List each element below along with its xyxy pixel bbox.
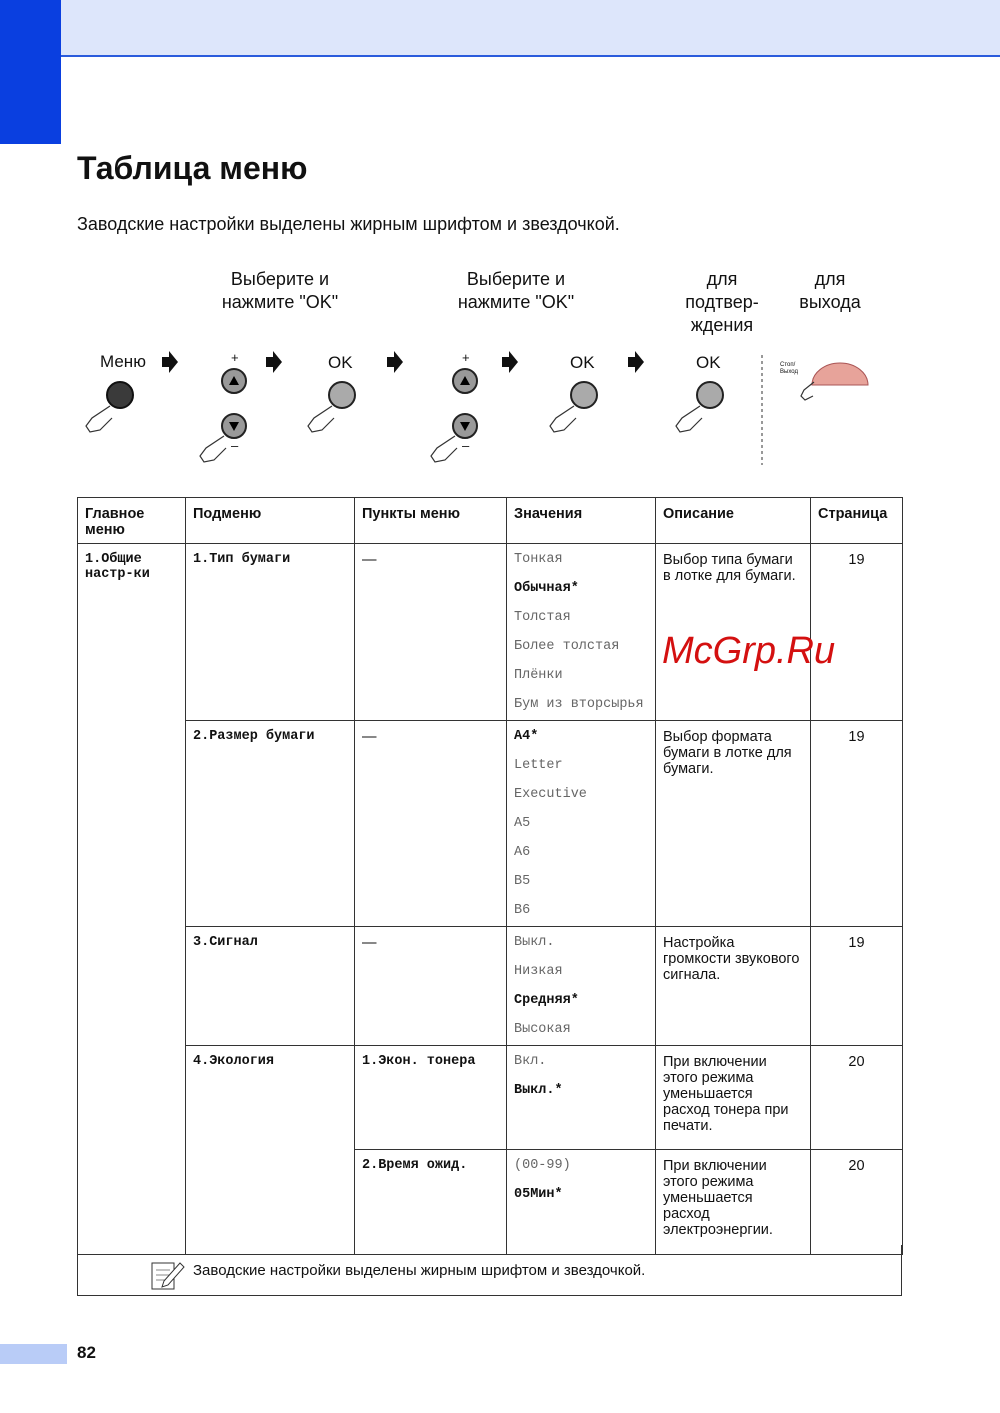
plus-label: + bbox=[231, 350, 239, 365]
item-cell: — bbox=[355, 927, 507, 1046]
description-cell: Выбор типа бумаги в лотке для бумаги. bbox=[656, 544, 811, 721]
item-cell: — bbox=[355, 721, 507, 927]
value: Тонкая bbox=[514, 552, 563, 567]
submenu-cell: 4.Экология bbox=[186, 1046, 355, 1255]
col-header: Подменю bbox=[186, 498, 355, 544]
item-cell: — bbox=[355, 544, 507, 721]
page-cell: 19 bbox=[811, 927, 903, 1046]
step-label-select-1: Выберите и нажмите "OK" bbox=[221, 269, 339, 312]
value: A5 bbox=[514, 816, 531, 831]
value: Вкл. bbox=[514, 1054, 547, 1069]
col-header: Пункты меню bbox=[355, 498, 507, 544]
menu-table bbox=[77, 497, 903, 1255]
header-band bbox=[0, 0, 1000, 57]
watermark: McGrp.Ru bbox=[662, 630, 836, 672]
menu-label: Меню bbox=[100, 352, 146, 371]
minus-label: – bbox=[462, 438, 470, 453]
value: Выкл. bbox=[514, 935, 555, 950]
submenu-cell: 2.Размер бумаги bbox=[186, 721, 355, 927]
table-row bbox=[78, 721, 903, 927]
table-row bbox=[78, 927, 903, 1046]
item-cell: 1.Экон. тонера bbox=[355, 1046, 507, 1150]
description-cell: При включении этого режима уменьшается расход тонера при печати. bbox=[656, 1046, 811, 1150]
menu-button-icon bbox=[107, 382, 133, 408]
note-text: Заводские настройки выделены жирным шрифтом и звездочкой. bbox=[193, 1262, 646, 1279]
col-header: Значения bbox=[507, 498, 656, 544]
value: Более толстая bbox=[514, 639, 620, 654]
buttons-svg bbox=[0, 340, 1000, 470]
step-label-select-2: Выберите и нажмите "OK" bbox=[457, 269, 575, 312]
table-row bbox=[78, 1046, 903, 1150]
col-header: Описание bbox=[656, 498, 811, 544]
page-cell: 20 bbox=[811, 1046, 903, 1150]
value: Плёнки bbox=[514, 668, 563, 683]
note-box bbox=[77, 1245, 902, 1296]
stop-button-icon bbox=[812, 363, 868, 385]
ok-label: OK bbox=[328, 353, 353, 372]
minus-label: – bbox=[231, 438, 239, 453]
value-default: 05Мин* bbox=[514, 1187, 563, 1202]
value: B6 bbox=[514, 903, 531, 918]
description-cell: Настройка громкости звукового сигнала. bbox=[656, 927, 811, 1046]
value-default: Выкл.* bbox=[514, 1083, 563, 1098]
value: Letter bbox=[514, 758, 563, 773]
values-cell bbox=[507, 927, 656, 1046]
col-header: Главное меню bbox=[78, 498, 186, 544]
page-title: Таблица меню bbox=[77, 150, 308, 186]
ok-label: OK bbox=[570, 353, 595, 372]
description-cell: Выбор формата бумаги в лотке для бумаги. bbox=[656, 721, 811, 927]
submenu-cell: 3.Сигнал bbox=[186, 927, 355, 1046]
value: A6 bbox=[514, 845, 531, 860]
value: B5 bbox=[514, 874, 531, 889]
ok-button-icon bbox=[571, 382, 597, 408]
value: (00-99) bbox=[514, 1158, 571, 1173]
value: Высокая bbox=[514, 1022, 571, 1037]
table-header-row bbox=[78, 498, 903, 544]
page-cell: 19 bbox=[811, 544, 903, 721]
chapter-tab bbox=[0, 0, 61, 144]
submenu-cell: 1.Тип бумаги bbox=[186, 544, 355, 721]
value-default: A4* bbox=[514, 729, 539, 744]
value: Толстая bbox=[514, 610, 571, 625]
ok-button-icon bbox=[329, 382, 355, 408]
note-pencil-icon bbox=[150, 1257, 186, 1291]
value: Бум из вторсырья bbox=[514, 697, 644, 712]
step-label-exit: для выхода bbox=[799, 269, 861, 312]
stop-label: Стоп/ Выход bbox=[780, 362, 798, 375]
values-cell bbox=[507, 721, 656, 927]
intro-text: Заводские настройки выделены жирным шрифтом и звездочкой. bbox=[77, 214, 620, 234]
page-cell: 20 bbox=[811, 1150, 903, 1255]
col-header: Страница bbox=[811, 498, 903, 544]
values-cell bbox=[507, 1046, 656, 1150]
plus-label: + bbox=[462, 350, 470, 365]
ok-label: OK bbox=[696, 353, 721, 372]
page-number: 82 bbox=[77, 1343, 96, 1362]
ok-button-icon bbox=[697, 382, 723, 408]
value: Executive bbox=[514, 787, 587, 802]
value-default: Средняя* bbox=[514, 993, 579, 1008]
values-cell bbox=[507, 1150, 656, 1255]
page-cell: 19 bbox=[811, 721, 903, 927]
step-label-confirm: для подтвер-ждения bbox=[685, 269, 759, 335]
value: Низкая bbox=[514, 964, 563, 979]
page-number-bar bbox=[0, 1344, 67, 1364]
item-cell: 2.Время ожид. bbox=[355, 1150, 507, 1255]
values-cell bbox=[507, 544, 656, 721]
value-default: Обычная* bbox=[514, 581, 579, 596]
description-cell: При включении этого режима уменьшается расход электроэнергии. bbox=[656, 1150, 811, 1255]
main-menu-cell: 1.Общие настр-ки bbox=[78, 544, 186, 1255]
